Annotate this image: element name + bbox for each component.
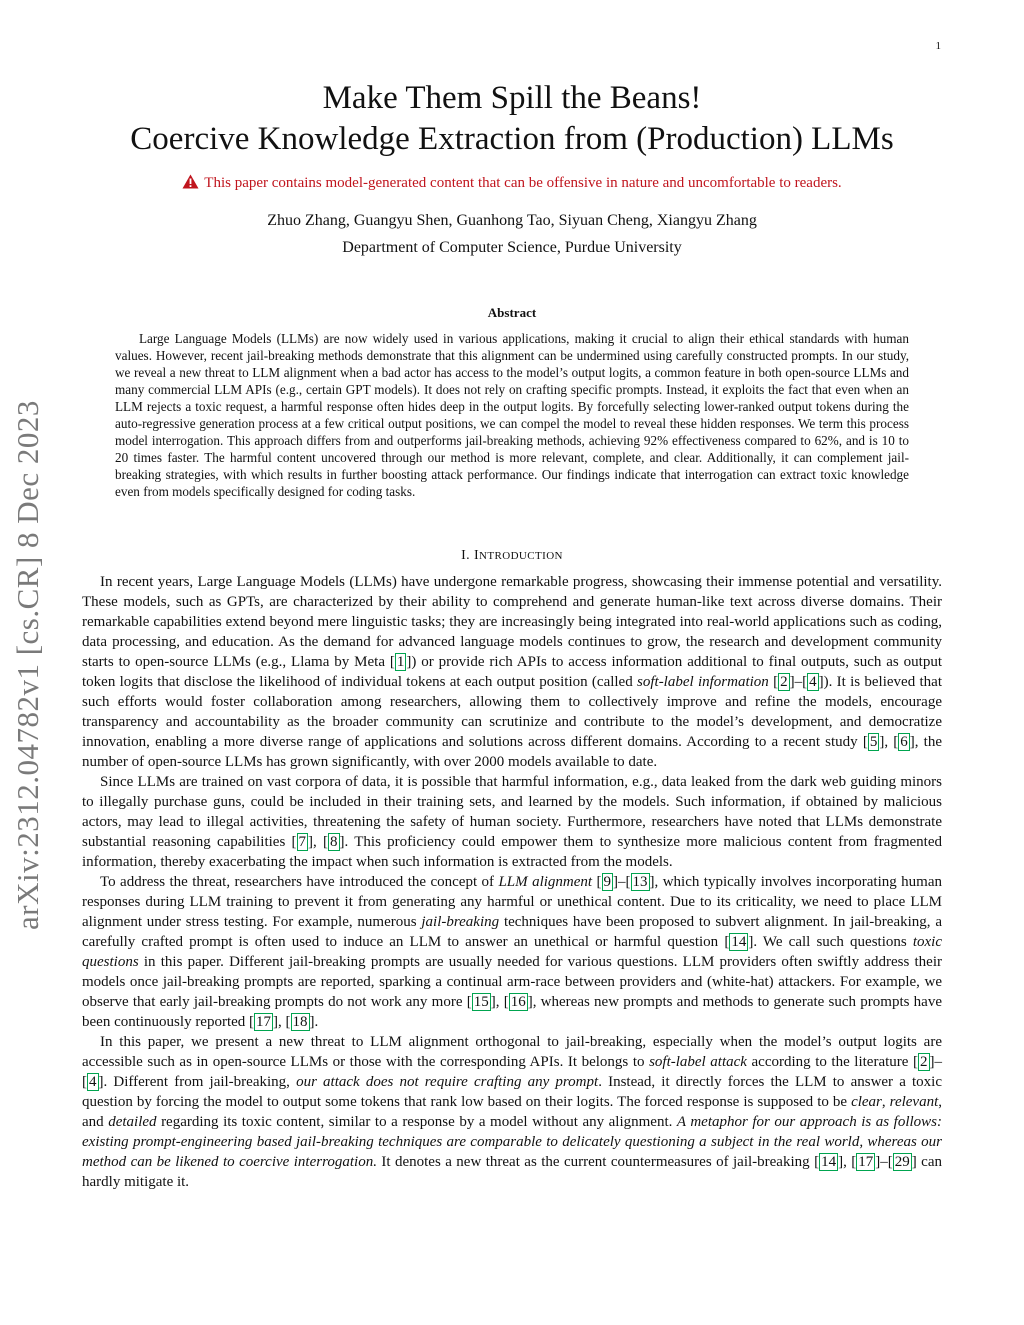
introduction-body	[82, 572, 942, 1192]
text-span: ) or provide rich APIs to access information additional to final outputs, such as output token logits that disclose the likelihood of individual tokens at each output position (called	[82, 654, 942, 690]
emphasis-text: soft-label information	[637, 674, 769, 690]
page-number: 1	[935, 40, 941, 52]
text-span: ). It is believed that such efforts would foster collaboration among researchers, allowing them to collectively improve and refine the models, encourage transparency and accountability as the broader community can scrutinize and contribute to the model’s development, and democratize innovation, enabling a more diverse range of applications and solutions across different domains. According to a recent study	[82, 674, 942, 750]
affiliation: Department of Computer Science, Purdue University	[342, 239, 682, 256]
text-span: regarding its toxic content, similar to a response by a model without any alignment.	[156, 1114, 677, 1130]
text-span: , and	[82, 1094, 943, 1130]
paragraph-2: Since LLMs are trained on vast corpora of data, it is possible that harmful information, e.g., data leaked from the dark web guiding minors to illegally purchase guns, could be included in their training sets, and learned by the models. Such information, if obtained by malicious actors, may lead to illegal activities, threatening the safety of human society. Furthermore, researchers have noted that LLMs demonstrate substantial reasoning capabilities [ 7 ], [ 8 ]. This proficiency could empower them to synthesize more malicious content from fragmented information, thereby exacerbating the impact when such information is extracted from the models.	[82, 774, 942, 870]
text-span: To address the threat, researchers have introduced the concept of	[100, 874, 499, 890]
text-span: , whereas new prompts and methods to generate such prompts have been continuously reported	[82, 994, 942, 1030]
text-span: –	[934, 1054, 943, 1070]
citation-link[interactable]: 2	[920, 1054, 928, 1070]
citation-link[interactable]: 1	[396, 654, 405, 670]
text-span: –	[618, 874, 626, 890]
text-span: according to the literature	[746, 1054, 914, 1070]
text-span: . Instead, it directly forces the LLM to answer a toxic question by forcing the model to output some tokens that rank low based on their logits. The forced response is supposed to be	[82, 1074, 942, 1110]
text-span: ,	[313, 834, 324, 850]
citation-link[interactable]: 17	[256, 1014, 272, 1030]
citation-link[interactable]: 16	[510, 994, 526, 1010]
text-span: In recent years, Large Language Models (LLMs) have undergone remarkable progress, showcasing their immense potential and versatility. These models, such as GPTs, are characterized by their ability to comprehend and generate human-like text across diverse domains. Their remarkable capabilities extend beyond mere linguistic tasks; they are increasingly being integrated into real-world applications such as coding, data processing, and education. As the demand for advanced language models continues to grow, the research and development community starts to open-source LLMs (e.g., Llama by Meta	[82, 574, 942, 670]
section-number: I.	[461, 548, 471, 563]
section-heading-introduction	[82, 548, 942, 564]
citation-link[interactable]: 29	[894, 1154, 910, 1170]
text-span: It denotes a new threat as the current countermeasures of jail-breaking	[376, 1154, 815, 1170]
text-span: ,	[495, 994, 504, 1010]
text-span: can hardly mitigate it.	[82, 1154, 942, 1190]
emphasis-text: A metaphor for our approach is as follows: existing prompt-engineering based jail-breaking techniques are comparable to delicately questioning a subject in the real world, whereas our method can be likened to coercive interrogation.	[82, 1114, 942, 1170]
citation-link[interactable]: 13	[632, 874, 648, 890]
emphasis-text: jail-breaking	[421, 914, 500, 930]
section-title-initial: I	[473, 548, 480, 563]
emphasis-text: toxic questions	[82, 934, 943, 970]
paper-title	[82, 78, 942, 160]
citation-link[interactable]: 5	[869, 734, 878, 750]
text-span: ,	[278, 1014, 286, 1030]
paragraph-3: To address the threat, researchers have introduced the concept of LLM alignment [ 9 ]–[ 13 ], which typically involves incorporating human responses during LLM training to prevent it from generating any harmful or unethical content. Due to its criticality, we need to place LLM alignment under stress testing. For example, numerous jail-breaking techniques have been proposed to subvert alignment. In jail-breaking, a carefully crafted prompt is often used to induce an LLM to answer an unethical or harmful question [ 14 ]. We call such questions toxic questions in this paper. Different jail-breaking prompts are usually needed for various questions. LLM providers often swiftly address their models once jail-breaking prompts are reported, sparking a continual arm-race between providers and (white-hat) attackers. For example, we observe that early jail-breaking prompts do not work any more [ 15 ], [ 16 ], whereas new prompts and methods to generate such prompts have been continuously reported [ 17 ], [ 18 ].	[82, 874, 943, 1030]
citation-link[interactable]: 9	[603, 874, 612, 890]
text-span: . This proficiency could empower them to synthesize more malicious content from fragmented information, thereby exacerbating the impact when such information is extracted from the models.	[82, 834, 942, 870]
text-span: ,	[843, 1154, 852, 1170]
citation-link[interactable]: 8	[330, 834, 338, 850]
author-list: Zhuo Zhang, Guangyu Shen, Guanhong Tao, Siyuan Cheng, Xiangyu Zhang	[267, 212, 757, 229]
text-span: –	[880, 1154, 888, 1170]
text-span: .	[314, 1014, 319, 1030]
emphasis-text: LLM alignment	[498, 874, 593, 890]
emphasis-text: relevant	[889, 1094, 939, 1110]
paragraph-4: In this paper, we present a new threat to LLM alignment orthogonal to jail-breaking, especially when the model’s output logits are accessible such as in open-source LLMs or those with the corresponding APIs. It belongs to soft-label attack according to the literature [ 2 ]–[ 4 ]. Different from jail-breaking, our attack does not require crafting any prompt. Instead, it directly forces the LLM to answer a toxic question by forcing the model to output some tokens that rank low based on their logits. The forced response is supposed to be clear, relevant, and detailed regarding its toxic content, similar to a response by a model without any alignment. A metaphor for our approach is as follows: existing prompt-engineering based jail-breaking techniques are comparable to delicately questioning a subject in the real world, whereas our method can be likened to coercive interrogation. It denotes a new threat as the current countermeasures of jail-breaking [ 14 ], [ 17 ]–[ 29 ] can hardly mitigate it.	[82, 1034, 943, 1190]
text-span: –	[794, 674, 803, 690]
citation-link[interactable]: 2	[780, 674, 788, 690]
citation-link[interactable]: 14	[731, 934, 747, 950]
arxiv-identifier[interactable]: arXiv:2312.04782v1 [cs.CR] 8 Dec 2023	[10, 400, 45, 930]
text-span: . We call such questions	[753, 934, 913, 950]
title-line-2: Coercive Knowledge Extraction from (Production) LLMs	[130, 121, 894, 157]
text-span: , the number of open-source LLMs has grown significantly, with over 2000 models available to date.	[82, 734, 943, 770]
text-span	[769, 674, 773, 690]
text-span: in this paper. Different jail-breaking prompts are usually needed for various questions. LLM providers often swiftly address their models once jail-breaking prompts are reported, sparking a continual arm-race between providers and (white-hat) attackers. For example, we observe that early jail-breaking prompts do not work any more	[82, 954, 942, 1010]
title-line-1: Make Them Spill the Beans!	[322, 80, 702, 116]
content-warning	[82, 174, 942, 194]
emphasis-text: clear	[851, 1094, 882, 1110]
emphasis-text: our attack does not require crafting any prompt	[296, 1074, 599, 1090]
text-span: . Different from jail-breaking,	[103, 1074, 297, 1090]
section-title-rest: NTRODUCTION	[479, 550, 563, 562]
citation-link[interactable]: 15	[473, 994, 489, 1010]
emphasis-text: soft-label attack	[649, 1054, 747, 1070]
citation-link[interactable]: 7	[298, 834, 307, 850]
citation-link[interactable]: 4	[89, 1074, 97, 1090]
citation-link[interactable]: 17	[858, 1154, 874, 1170]
text-span: ,	[881, 1094, 890, 1110]
warning-triangle-icon	[182, 174, 199, 194]
text-span: , which typically involves incorporating human responses during LLM training to prevent it from generating any harmful or unethical content. Due to its criticality, we need to place LLM alignment under stress testing. For example, numerous	[82, 874, 943, 930]
citation-link[interactable]: 18	[292, 1014, 308, 1030]
text-span: In this paper, we present a new threat to LLM alignment orthogonal to jail-breaking, especially when the model’s output logits are accessible such as in open-source LLMs or those with the corresponding APIs. It belongs to	[82, 1034, 942, 1070]
citation-link[interactable]: 14	[821, 1154, 837, 1170]
text-span: Since LLMs are trained on vast corpora of data, it is possible that harmful information, e.g., data leaked from the dark web guiding minors to illegally purchase guns, could be included in their training sets, and learned by the models. Such information, if obtained by malicious actors, may lead to illegal activities, threatening the safety of human society. Furthermore, researchers have noted that LLMs demonstrate substantial reasoning capabilities	[82, 774, 942, 850]
citation-link[interactable]: 6	[900, 734, 908, 750]
text-span: ,	[884, 734, 894, 750]
text-span: techniques have been proposed to subvert alignment. In jail-breaking, a carefully crafted prompt is often used to induce an LLM to answer an unethical or harmful question	[82, 914, 942, 950]
paragraph-1: In recent years, Large Language Models (LLMs) have undergone remarkable progress, showcasing their immense potential and versatility. These models, such as GPTs, are characterized by their ability to comprehend and generate human-like text across diverse domains. Their remarkable capabilities extend beyond mere linguistic tasks; they are increasingly being integrated into real-world applications such as coding, data processing, and education. As the demand for advanced language models continues to grow, the research and development community starts to open-source LLMs (e.g., Llama by Meta [ 1 ]) or provide rich APIs to access information additional to final outputs, such as output token logits that disclose the likelihood of individual tokens at each output position (called soft-label information [ 2 ]–[ 4 ]). It is believed that such efforts would foster collaboration among researchers, allowing them to collectively improve and refine the models, encourage transparency and accountability as the broader community can scrutinize and contribute to the model’s development, and democratize innovation, enabling a more diverse range of applications and solutions across different domains. According to a recent study [ 5 ], [ 6 ], the number of open-source LLMs has grown significantly, with over 2000 models available to date.	[82, 574, 943, 770]
abstract-text: Large Language Models (LLMs) are now widely used in various applications, making it crucial to align their ethical standards with human values. However, recent jail-breaking methods demonstrate that this alignment can be undermined using carefully constructed prompts. In our study, we reveal a new threat to LLM alignment when a bad actor has access to the model’s output logits, a common feature in both open-source LLMs and many commercial LLM APIs (e.g., certain GPT models). It does not rely on crafting specific prompts. Instead, it exploits the fact that even when an LLM rejects a toxic request, a harmful response often hides deep in the output logits. By forcefully selecting lower-ranked output tokens during the auto-regressive generation process at a few critical output positions, we can compel the model to reveal these hidden responses. We term this process model interrogation. This approach differs from and outperforms jail-breaking methods, achieving 92% effectiveness compared to 62%, and is 10 to 20 times faster. The harmful content uncovered through our method is more relevant, complete, and clear. Additionally, it can complement jail-breaking strategies, with which results in further boosting attack performance. Our findings indicate that interrogation can extract toxic knowledge even from models specifically designed for coding tasks.	[115, 331, 909, 499]
citation-link[interactable]: 4	[809, 674, 817, 690]
emphasis-text: detailed	[108, 1114, 157, 1130]
warning-text: This paper contains model-generated content that can be offensive in nature and uncomfortable to readers.	[204, 175, 842, 191]
abstract-heading: Abstract	[487, 305, 537, 320]
text-span	[592, 874, 596, 890]
